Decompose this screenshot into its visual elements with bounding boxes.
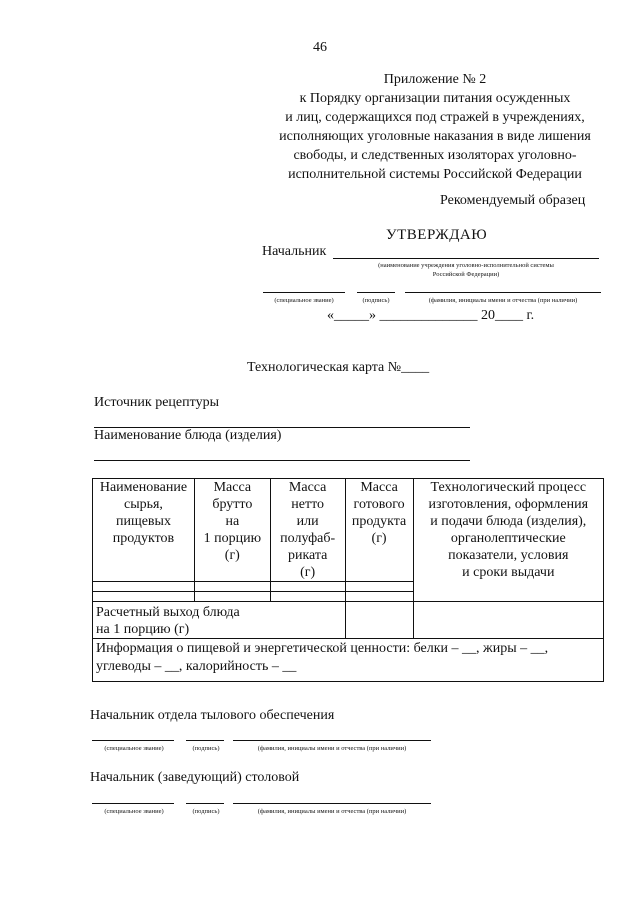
name-caption: (фамилия, инициалы имени и отчества (при наличии) [257, 745, 407, 752]
signature-line [186, 803, 224, 804]
header-text: брутто [212, 497, 253, 512]
appendix-line: исполняющих уголовные наказания в виде лишения [279, 129, 591, 144]
header-cell-gross [194, 479, 270, 582]
appendix-line: Приложение № 2 [383, 72, 487, 87]
empty-cell[interactable] [270, 582, 345, 592]
logistics-chief-title: Начальник отдела тылового обеспечения [90, 708, 335, 723]
header-text: Наименование [99, 480, 188, 495]
dish-name-label: Наименование блюда (изделия) [94, 428, 282, 443]
empty-cell[interactable] [345, 582, 413, 592]
empty-cell[interactable] [345, 592, 413, 602]
header-cell-process [413, 479, 603, 602]
header-text: на [225, 514, 240, 529]
header-cell-product [93, 479, 195, 582]
name-line [405, 292, 601, 293]
yield-empty-cell [413, 602, 603, 639]
header-text: Масса [213, 480, 252, 495]
header-text: сырья, [123, 497, 163, 512]
header-text: Технологический процесс [430, 480, 587, 495]
header-text: нетто [291, 497, 325, 512]
header-text: (г) [371, 531, 387, 546]
recommended-sample-label: Рекомендуемый образец [440, 193, 586, 208]
empty-cell[interactable] [93, 592, 195, 602]
chief-label: Начальник [262, 244, 327, 259]
tech-card-table [92, 478, 604, 682]
rank-caption: (специальное звание) [104, 745, 164, 752]
header-text: 1 порцию [203, 531, 262, 546]
signature-caption: (подпись) [362, 297, 390, 304]
institution-caption-line: (наименование учреждения уголовно-исполнительной системы [378, 262, 554, 269]
nutrition-text: Информация о пищевой и энергетической ценности: белки – __, жиры – __, [96, 641, 549, 656]
header-text: риката [287, 548, 328, 563]
rank-line [92, 740, 174, 741]
empty-cell[interactable] [194, 592, 270, 602]
yield-label: Расчетный выход блюда [96, 605, 240, 620]
signature-caption: (подпись) [192, 745, 220, 752]
header-text: пищевых [115, 514, 171, 529]
tech-card-title: Технологическая карта №____ [247, 360, 430, 375]
yield-row [93, 602, 604, 639]
approval-date: «_____» ______________ 20____ г. [327, 308, 535, 323]
rank-line [263, 292, 345, 293]
canteen-head-title: Начальник (заведующий) столовой [90, 770, 300, 785]
rank-line [92, 803, 174, 804]
header-text: и подачи блюда (изделия), [430, 514, 587, 529]
header-text: продукта [351, 514, 407, 529]
appendix-line: свободы, и следственных изоляторах уголовно- [293, 148, 577, 163]
header-text: органолептические [450, 531, 566, 546]
appendix-line: к Порядку организации питания осужденных [299, 91, 571, 106]
header-text: Масса [360, 480, 398, 495]
appendix-heading [250, 70, 620, 184]
nutrition-row [93, 639, 604, 682]
name-line [233, 740, 431, 741]
header-text: изготовления, оформления [428, 497, 589, 512]
name-caption: (фамилия, инициалы имени и отчества (при наличии) [257, 808, 407, 815]
yield-value-cell[interactable] [345, 602, 413, 639]
yield-label: на 1 порцию (г) [96, 622, 190, 637]
recipe-source-label: Источник рецептуры [94, 395, 219, 410]
header-text: или [296, 514, 319, 529]
header-text: и сроки выдачи [462, 565, 555, 580]
appendix-line: и лиц, содержащихся под стражей в учреждениях, [285, 110, 585, 125]
header-text: продуктов [112, 531, 175, 546]
rank-caption: (специальное звание) [104, 808, 164, 815]
appendix-line: исполнительной системы Российской Федерации [288, 167, 582, 182]
header-text: (г) [224, 548, 240, 563]
header-text: (г) [300, 565, 316, 580]
table-header-row [93, 479, 604, 582]
header-text: Масса [288, 480, 327, 495]
signature-line [357, 292, 395, 293]
yield-label-cell [93, 602, 346, 639]
rank-caption: (специальное звание) [274, 297, 334, 304]
header-cell-finished [345, 479, 413, 582]
name-caption: (фамилия, инициалы имени и отчества (при наличии) [428, 297, 578, 304]
institution-line [333, 258, 599, 259]
nutrition-cell [93, 639, 604, 682]
signature-line [186, 740, 224, 741]
nutrition-text: углеводы – __, калорийность – __ [96, 659, 297, 674]
name-line [233, 803, 431, 804]
institution-caption-line: Российской Федерации) [432, 271, 500, 278]
empty-cell[interactable] [194, 582, 270, 592]
empty-cell[interactable] [93, 582, 195, 592]
empty-cell[interactable] [270, 592, 345, 602]
institution-caption [333, 261, 599, 279]
header-cell-net [270, 479, 345, 582]
signature-caption: (подпись) [192, 808, 220, 815]
approve-title: УТВЕРЖДАЮ [386, 227, 488, 243]
header-text: полуфаб- [280, 531, 336, 546]
page-number: 46 [313, 40, 327, 55]
dish-name-line [94, 460, 470, 461]
header-text: показатели, условия [448, 548, 569, 563]
header-text: готового [353, 497, 405, 512]
